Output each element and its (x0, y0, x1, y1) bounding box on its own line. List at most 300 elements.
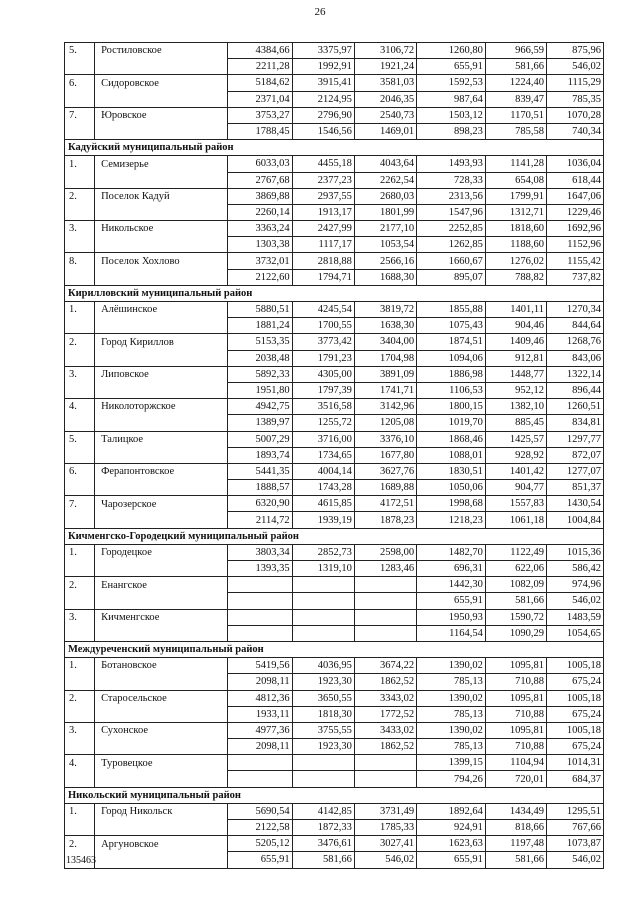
value-cell: 928,92 (485, 447, 546, 463)
value-cell: 1053,54 (354, 237, 416, 253)
value-cell: 1005,18 (547, 658, 604, 674)
value-cell: 5892,33 (228, 366, 292, 382)
settlement-row (65, 399, 604, 415)
value-cell: 3891,09 (354, 366, 416, 382)
value-cell: 3819,72 (354, 302, 416, 318)
settlement-row (65, 188, 604, 204)
row-index (65, 771, 95, 787)
settlement-row-continued (65, 123, 604, 139)
settlement-row-continued (65, 852, 604, 868)
value-cell: 952,12 (485, 382, 546, 398)
value-cell: 1592,53 (417, 75, 486, 91)
value-cell: 5007,29 (228, 431, 292, 447)
value-cell: 3142,96 (354, 399, 416, 415)
value-cell: 1155,42 (547, 253, 604, 269)
settlement-name: Никольское (95, 221, 228, 237)
value-cell: 3869,88 (228, 188, 292, 204)
settlement-name (95, 204, 228, 220)
row-index (65, 674, 95, 690)
settlement-row-continued (65, 593, 604, 609)
value-cell: 2313,56 (417, 188, 486, 204)
value-cell: 1590,72 (485, 609, 546, 625)
value-cell: 4977,36 (228, 722, 292, 738)
value-cell: 4942,75 (228, 399, 292, 415)
value-cell: 728,33 (417, 172, 486, 188)
row-index: 3. (65, 722, 95, 738)
value-cell: 655,91 (417, 852, 486, 868)
value-cell: 1088,01 (417, 447, 486, 463)
value-cell: 1878,23 (354, 512, 416, 528)
value-cell: 2098,11 (228, 739, 292, 755)
value-cell: 720,01 (485, 771, 546, 787)
value-cell: 1623,63 (417, 836, 486, 852)
settlement-name (95, 480, 228, 496)
value-cell: 3476,61 (292, 836, 354, 852)
value-cell: 1503,12 (417, 107, 486, 123)
value-cell: 1188,60 (485, 237, 546, 253)
value-cell: 710,88 (485, 706, 546, 722)
value-cell: 912,81 (485, 350, 546, 366)
value-cell: 1061,18 (485, 512, 546, 528)
value-cell: 1638,30 (354, 318, 416, 334)
value-cell: 1390,02 (417, 690, 486, 706)
value-cell: 655,91 (228, 852, 292, 868)
settlement-row-continued (65, 415, 604, 431)
value-cell: 1483,59 (547, 609, 604, 625)
settlement-row (65, 690, 604, 706)
value-cell: 844,64 (547, 318, 604, 334)
value-cell: 655,91 (417, 593, 486, 609)
value-cell: 1788,45 (228, 123, 292, 139)
district-header-row (65, 140, 604, 156)
settlement-name: Кичменгское (95, 609, 228, 625)
value-cell: 1830,51 (417, 463, 486, 479)
value-cell: 1818,30 (292, 706, 354, 722)
value-cell: 924,91 (417, 820, 486, 836)
settlement-row-continued (65, 382, 604, 398)
value-cell: 1082,09 (485, 577, 546, 593)
value-cell: 546,02 (547, 593, 604, 609)
row-index: 5. (65, 43, 95, 59)
value-cell: 1164,54 (417, 625, 486, 641)
row-index (65, 204, 95, 220)
value-cell: 794,26 (417, 771, 486, 787)
settlement-row (65, 431, 604, 447)
settlement-row (65, 803, 604, 819)
value-cell: 710,88 (485, 674, 546, 690)
value-cell: 1094,06 (417, 350, 486, 366)
settlement-name: Сухонское (95, 722, 228, 738)
value-cell: 1799,91 (485, 188, 546, 204)
row-index (65, 91, 95, 107)
value-cell: 1322,14 (547, 366, 604, 382)
value-cell: 1688,30 (354, 269, 416, 285)
value-cell: 1255,72 (292, 415, 354, 431)
settlement-row (65, 836, 604, 852)
value-cell: 1933,11 (228, 706, 292, 722)
value-cell: 1855,88 (417, 302, 486, 318)
value-cell: 2377,23 (292, 172, 354, 188)
value-cell: 1014,31 (547, 755, 604, 771)
district-name: Междуреченский муниципальный район (65, 641, 604, 657)
value-cell: 1268,76 (547, 334, 604, 350)
value-cell: 3027,41 (354, 836, 416, 852)
value-cell: 1276,02 (485, 253, 546, 269)
settlement-name: Ростиловское (95, 43, 228, 59)
row-index: 1. (65, 302, 95, 318)
value-cell: 2427,99 (292, 221, 354, 237)
value-cell: 1095,81 (485, 722, 546, 738)
settlement-row (65, 496, 604, 512)
settlement-row (65, 107, 604, 123)
value-cell: 1036,04 (547, 156, 604, 172)
row-index (65, 269, 95, 285)
settlement-row (65, 544, 604, 560)
value-cell: 1229,46 (547, 204, 604, 220)
settlement-row (65, 366, 604, 382)
row-index: 8. (65, 253, 95, 269)
settlement-name: Юровское (95, 107, 228, 123)
value-cell: 1704,98 (354, 350, 416, 366)
value-cell: 3106,72 (354, 43, 416, 59)
value-cell: 654,08 (485, 172, 546, 188)
row-index: 1. (65, 544, 95, 560)
settlement-name: Ботановское (95, 658, 228, 674)
value-cell: 3650,55 (292, 690, 354, 706)
value-cell: 1785,33 (354, 820, 416, 836)
row-index: 5. (65, 431, 95, 447)
value-cell: 3343,02 (354, 690, 416, 706)
value-cell: 785,58 (485, 123, 546, 139)
value-cell: 5153,35 (228, 334, 292, 350)
settlement-row (65, 609, 604, 625)
value-cell: 1557,83 (485, 496, 546, 512)
value-cell: 4812,36 (228, 690, 292, 706)
district-name: Никольский муниципальный район (65, 787, 604, 803)
value-cell: 1797,39 (292, 382, 354, 398)
value-cell: 1390,02 (417, 658, 486, 674)
value-cell (354, 625, 416, 641)
value-cell: 2818,88 (292, 253, 354, 269)
settlement-row (65, 43, 604, 59)
value-cell: 1442,30 (417, 577, 486, 593)
value-cell: 4043,64 (354, 156, 416, 172)
value-cell: 2852,73 (292, 544, 354, 560)
settlement-row (65, 658, 604, 674)
value-cell: 2122,60 (228, 269, 292, 285)
settlement-name: Липовское (95, 366, 228, 382)
value-cell: 3363,24 (228, 221, 292, 237)
value-cell: 1297,77 (547, 431, 604, 447)
value-cell: 1434,49 (485, 803, 546, 819)
settlement-row-continued (65, 706, 604, 722)
value-cell: 546,02 (547, 852, 604, 868)
value-cell: 1546,56 (292, 123, 354, 139)
value-cell: 1090,29 (485, 625, 546, 641)
value-cell: 1689,88 (354, 480, 416, 496)
value-cell: 5441,35 (228, 463, 292, 479)
value-cell: 2114,72 (228, 512, 292, 528)
settlement-name: Чарозерское (95, 496, 228, 512)
row-index: 2. (65, 577, 95, 593)
value-cell: 895,07 (417, 269, 486, 285)
value-cell: 818,66 (485, 820, 546, 836)
value-cell: 2252,85 (417, 221, 486, 237)
value-cell: 885,45 (485, 415, 546, 431)
settlement-name: Енангское (95, 577, 228, 593)
value-cell: 1913,17 (292, 204, 354, 220)
value-cell: 3803,34 (228, 544, 292, 560)
value-cell: 675,24 (547, 739, 604, 755)
value-cell: 2211,28 (228, 59, 292, 75)
value-cell: 3375,97 (292, 43, 354, 59)
value-cell: 851,37 (547, 480, 604, 496)
tariff-table (64, 42, 604, 869)
value-cell: 1862,52 (354, 739, 416, 755)
value-cell: 622,06 (485, 561, 546, 577)
document-id: 135463 (66, 855, 96, 866)
settlement-name (95, 771, 228, 787)
settlement-name: Городецкое (95, 544, 228, 560)
settlement-name (95, 59, 228, 75)
value-cell: 6033,03 (228, 156, 292, 172)
row-index (65, 415, 95, 431)
settlement-row-continued (65, 561, 604, 577)
value-cell: 1872,33 (292, 820, 354, 836)
value-cell: 1743,28 (292, 480, 354, 496)
value-cell: 1992,91 (292, 59, 354, 75)
value-cell: 1015,36 (547, 544, 604, 560)
settlement-name: Аргуновское (95, 836, 228, 852)
value-cell: 3404,00 (354, 334, 416, 350)
settlement-row-continued (65, 625, 604, 641)
row-index: 7. (65, 107, 95, 123)
value-cell: 987,64 (417, 91, 486, 107)
value-cell: 2122,58 (228, 820, 292, 836)
settlement-row-continued (65, 59, 604, 75)
value-cell: 5184,62 (228, 75, 292, 91)
settlement-row (65, 75, 604, 91)
settlement-row (65, 302, 604, 318)
value-cell: 1104,94 (485, 755, 546, 771)
value-cell: 1874,51 (417, 334, 486, 350)
value-cell: 1122,49 (485, 544, 546, 560)
settlement-row-continued (65, 237, 604, 253)
value-cell: 1448,77 (485, 366, 546, 382)
value-cell: 1923,30 (292, 739, 354, 755)
value-cell (228, 755, 292, 771)
value-cell: 1923,30 (292, 674, 354, 690)
value-cell: 1260,51 (547, 399, 604, 415)
value-cell: 3674,22 (354, 658, 416, 674)
value-cell (292, 609, 354, 625)
value-cell: 1106,53 (417, 382, 486, 398)
value-cell: 1270,34 (547, 302, 604, 318)
settlement-row (65, 755, 604, 771)
value-cell: 1801,99 (354, 204, 416, 220)
value-cell: 581,66 (292, 852, 354, 868)
settlement-name (95, 237, 228, 253)
row-index (65, 382, 95, 398)
value-cell: 4036,95 (292, 658, 354, 674)
district-header-row (65, 528, 604, 544)
district-name: Кирилловский муниципальный район (65, 285, 604, 301)
value-cell: 1152,96 (547, 237, 604, 253)
value-cell: 896,44 (547, 382, 604, 398)
settlement-name: Город Никольск (95, 803, 228, 819)
value-cell: 1170,51 (485, 107, 546, 123)
value-cell: 1073,87 (547, 836, 604, 852)
value-cell: 5205,12 (228, 836, 292, 852)
settlement-name: Семизерье (95, 156, 228, 172)
row-index: 3. (65, 221, 95, 237)
settlement-row-continued (65, 674, 604, 690)
value-cell: 696,31 (417, 561, 486, 577)
value-cell: 1921,24 (354, 59, 416, 75)
district-header-row (65, 641, 604, 657)
value-cell: 675,24 (547, 674, 604, 690)
row-index: 2. (65, 836, 95, 852)
settlement-row-continued (65, 512, 604, 528)
district-header-row (65, 285, 604, 301)
settlement-row-continued (65, 204, 604, 220)
value-cell: 4245,54 (292, 302, 354, 318)
value-cell: 1295,51 (547, 803, 604, 819)
row-index (65, 123, 95, 139)
settlement-row (65, 156, 604, 172)
value-cell: 3915,41 (292, 75, 354, 91)
value-cell: 5880,51 (228, 302, 292, 318)
value-cell: 1399,15 (417, 755, 486, 771)
row-index: 2. (65, 334, 95, 350)
row-index: 1. (65, 803, 95, 819)
value-cell: 875,96 (547, 43, 604, 59)
value-cell: 1312,71 (485, 204, 546, 220)
settlement-name (95, 706, 228, 722)
row-index: 1. (65, 658, 95, 674)
value-cell (292, 771, 354, 787)
value-cell: 1260,80 (417, 43, 486, 59)
value-cell (292, 593, 354, 609)
value-cell: 1262,85 (417, 237, 486, 253)
value-cell: 1881,24 (228, 318, 292, 334)
value-cell: 1303,38 (228, 237, 292, 253)
value-cell: 1382,10 (485, 399, 546, 415)
settlement-row-continued (65, 350, 604, 366)
row-index (65, 820, 95, 836)
row-index (65, 447, 95, 463)
settlement-name (95, 415, 228, 431)
row-index (65, 172, 95, 188)
value-cell: 3627,76 (354, 463, 416, 479)
value-cell: 1800,15 (417, 399, 486, 415)
page-number: 26 (314, 6, 326, 18)
settlement-name (95, 123, 228, 139)
row-index (65, 59, 95, 75)
value-cell: 1401,11 (485, 302, 546, 318)
settlement-name (95, 674, 228, 690)
value-cell: 2262,54 (354, 172, 416, 188)
value-cell (354, 593, 416, 609)
value-cell: 1818,60 (485, 221, 546, 237)
row-index (65, 350, 95, 366)
value-cell: 1868,46 (417, 431, 486, 447)
value-cell: 2038,48 (228, 350, 292, 366)
value-cell: 5690,54 (228, 803, 292, 819)
row-index: 1. (65, 156, 95, 172)
value-cell: 4615,85 (292, 496, 354, 512)
value-cell: 1660,67 (417, 253, 486, 269)
value-cell: 684,37 (547, 771, 604, 787)
row-index (65, 739, 95, 755)
value-cell: 4455,18 (292, 156, 354, 172)
settlement-name (95, 820, 228, 836)
value-cell: 710,88 (485, 739, 546, 755)
settlement-name: Туровецкое (95, 755, 228, 771)
row-index (65, 561, 95, 577)
value-cell: 1547,96 (417, 204, 486, 220)
value-cell: 1054,65 (547, 625, 604, 641)
settlement-row-continued (65, 269, 604, 285)
settlement-row-continued (65, 91, 604, 107)
value-cell (354, 609, 416, 625)
value-cell (354, 577, 416, 593)
value-cell: 839,47 (485, 91, 546, 107)
value-cell: 1283,46 (354, 561, 416, 577)
value-cell: 1141,28 (485, 156, 546, 172)
settlement-name (95, 593, 228, 609)
row-index: 2. (65, 690, 95, 706)
value-cell: 1692,96 (547, 221, 604, 237)
value-cell: 904,77 (485, 480, 546, 496)
settlement-row-continued (65, 771, 604, 787)
value-cell: 1005,18 (547, 722, 604, 738)
row-index (65, 512, 95, 528)
value-cell (228, 609, 292, 625)
value-cell: 2680,03 (354, 188, 416, 204)
settlement-name: Старосельское (95, 690, 228, 706)
value-cell: 1019,70 (417, 415, 486, 431)
value-cell: 1951,80 (228, 382, 292, 398)
value-cell: 785,13 (417, 706, 486, 722)
value-cell: 767,66 (547, 820, 604, 836)
district-name: Кичменгско-Городецкий муниципальный район (65, 528, 604, 544)
value-cell: 788,82 (485, 269, 546, 285)
value-cell (228, 577, 292, 593)
value-cell: 1393,35 (228, 561, 292, 577)
value-cell: 3516,58 (292, 399, 354, 415)
settlement-row-continued (65, 318, 604, 334)
value-cell: 1893,74 (228, 447, 292, 463)
value-cell: 2937,55 (292, 188, 354, 204)
settlement-name (95, 561, 228, 577)
value-cell: 2371,04 (228, 91, 292, 107)
value-cell: 1998,68 (417, 496, 486, 512)
row-index (65, 625, 95, 641)
settlement-name (95, 382, 228, 398)
district-name: Кадуйский муниципальный район (65, 140, 604, 156)
value-cell (228, 593, 292, 609)
value-cell: 618,44 (547, 172, 604, 188)
value-cell: 581,66 (485, 852, 546, 868)
value-cell: 974,96 (547, 577, 604, 593)
settlement-name: Поселок Хохлово (95, 253, 228, 269)
settlement-name (95, 91, 228, 107)
value-cell: 2767,68 (228, 172, 292, 188)
value-cell: 3376,10 (354, 431, 416, 447)
value-cell: 4004,14 (292, 463, 354, 479)
value-cell: 966,59 (485, 43, 546, 59)
